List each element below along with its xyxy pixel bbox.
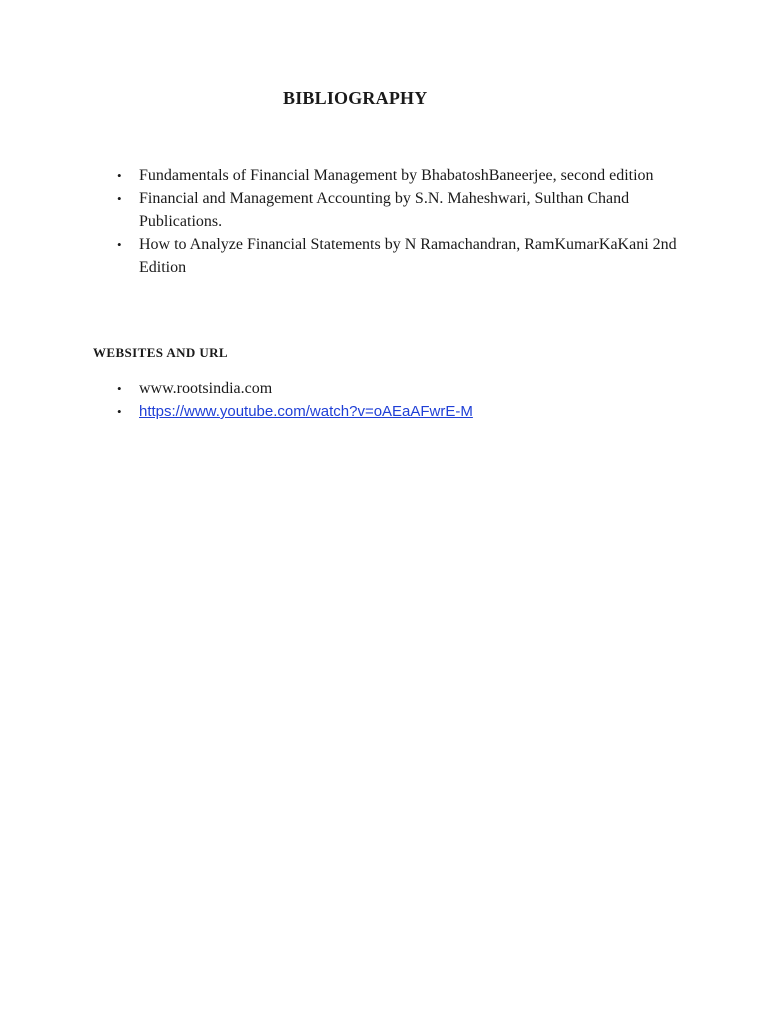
- list-item: [117, 164, 679, 187]
- youtube-link[interactable]: https://www.youtube.com/watch?v=oAEaAFwrE-M: [139, 403, 473, 420]
- list-item: [117, 377, 679, 400]
- book-entry: How to Analyze Financial Statements by N Ramachandran, RamKumarKaKani 2nd Edition: [139, 236, 677, 276]
- bullet-icon: •: [117, 404, 122, 419]
- list-item: [117, 187, 679, 233]
- book-entry: Fundamentals of Financial Management by BhabatoshBaneerjee, second edition: [139, 167, 654, 184]
- book-entry: Financial and Management Accounting by S.N. Maheshwari, Sulthan Chand Publications.: [139, 190, 630, 230]
- list-item: [117, 400, 679, 423]
- bullet-icon: •: [117, 237, 122, 252]
- website-entry: www.rootsindia.com: [139, 380, 273, 397]
- websites-heading: WEBSITES AND URL: [93, 345, 228, 360]
- bullet-icon: •: [117, 168, 122, 183]
- bullet-icon: •: [117, 191, 122, 206]
- list-item: [117, 233, 679, 279]
- page-title: BIBLIOGRAPHY: [283, 88, 428, 108]
- bibliography-list: [117, 164, 679, 279]
- websites-list: [117, 377, 679, 423]
- bullet-icon: •: [117, 381, 122, 396]
